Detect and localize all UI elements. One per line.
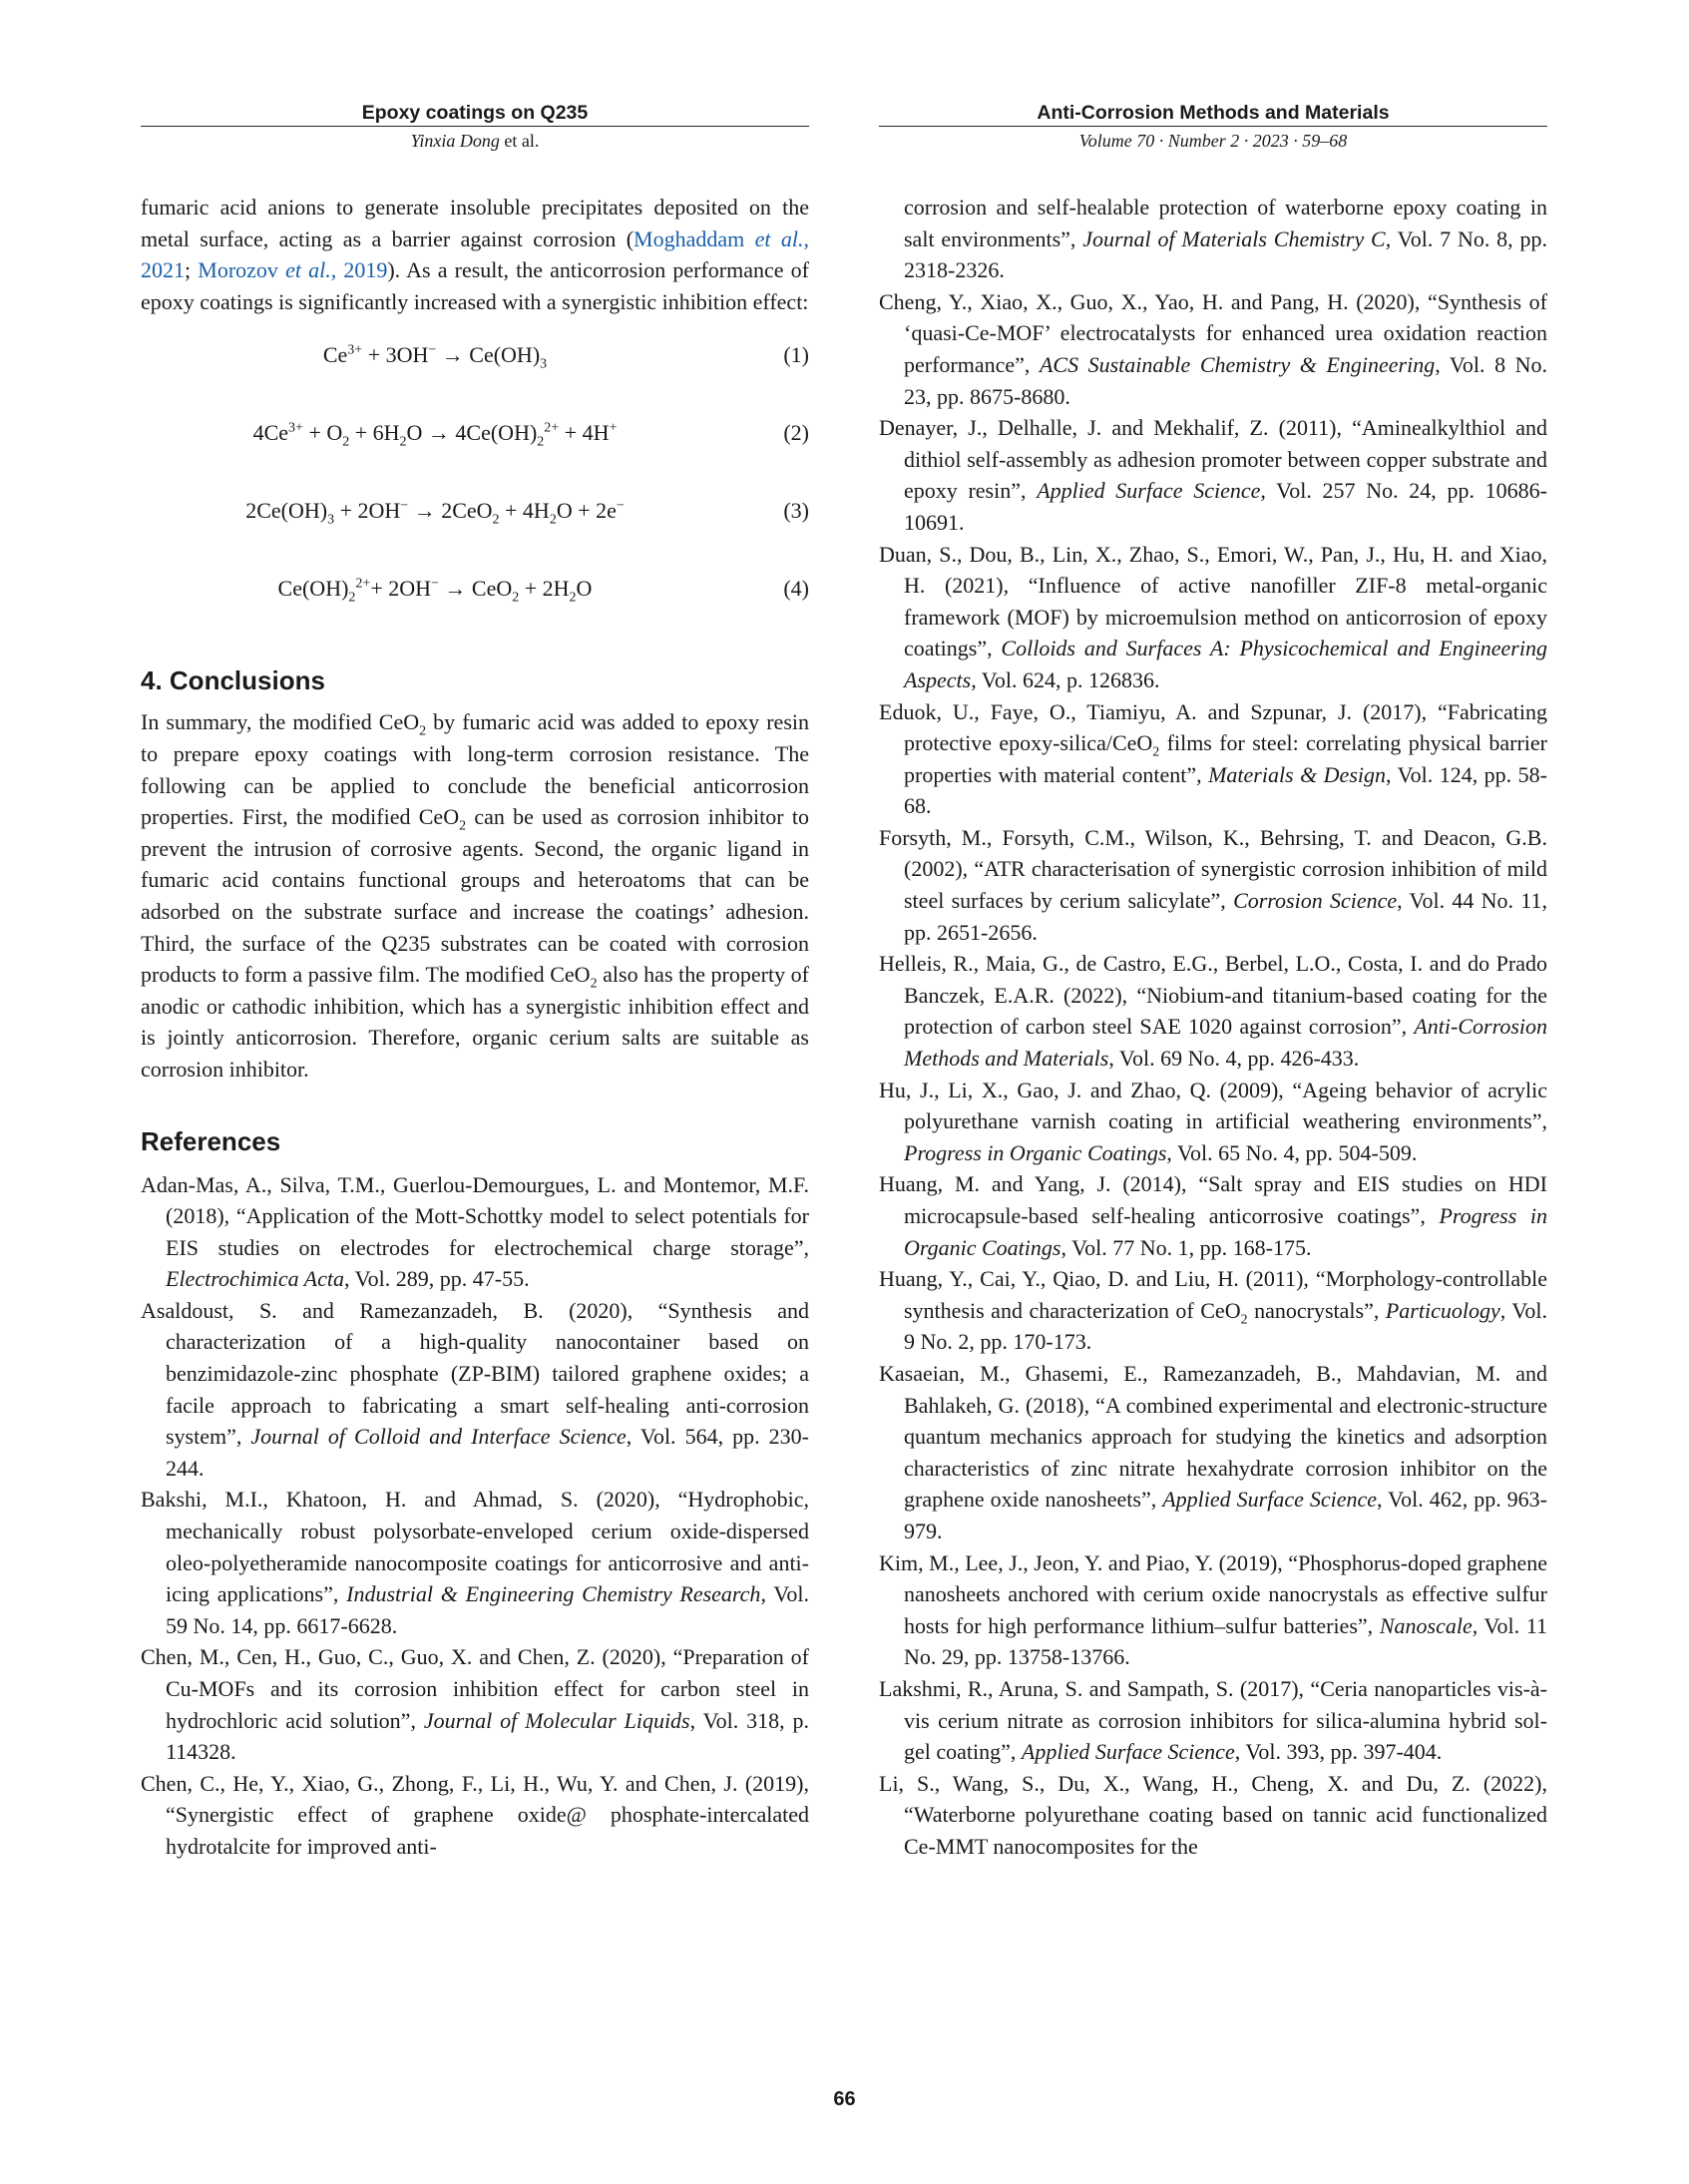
ref-details: , Vol. 393, pp. 397-404. — [1234, 1739, 1443, 1765]
citation-author: Morozov — [198, 257, 286, 283]
ref-text: Denayer, J., Delhalle, J. and Mekhalif, Z. (2011), “Aminealkylthiol and dithiol self-assembly as adhesion promoter between copper substrate and epoxy resin”, — [879, 415, 1547, 504]
reference-item — [879, 412, 1547, 538]
equation-3 — [141, 483, 809, 561]
ref-details: , Vol. 8 No. 23, pp. 8675-8680. — [904, 351, 1547, 409]
reference-item — [879, 948, 1547, 1074]
ref-text: corrosion and self-healable protection of waterborne epoxy coating in salt environments”, — [904, 195, 1547, 251]
ref-text: Lakshmi, R., Aruna, S. and Sampath, S. (2017), “Ceria nanoparticles vis-à-vis cerium nitrate as corrosion inhibitors for silica-alumina hybrid sol-gel coating”, — [879, 1675, 1547, 1765]
equation-expression: $Ce(OH)_2^{2+}+ 2OH^- \to CeO_2 + 2H_2O$ — [277, 576, 593, 606]
reference-item — [879, 1547, 1547, 1673]
ref-journal: Colloids and Surfaces A: Physicochemical and Engineering Aspects — [904, 636, 1547, 692]
ref-subscript: 2 — [1240, 1312, 1248, 1328]
equation-number: (4) — [783, 576, 809, 602]
reference-item — [879, 1358, 1547, 1547]
ref-text: Kasaeian, M., Ghasemi, E., Ramezanzadeh, B., Mahdavian, M. and Bahlakeh, G. (2018), “A combined experimental and electronic-structure quantum mechanics approach for studying the kinetics and adsorption characteristics of zinc nitrate hexahydrate corrosion inhibitor on the graphene oxide nanosheets”, — [879, 1360, 1547, 1513]
journal-title: Anti-Corrosion Methods and Materials — [1037, 102, 1390, 124]
ref-details: , Vol. 11 No. 29, pp. 13758-13766. — [904, 1612, 1548, 1670]
ref-text: Cheng, Y., Xiao, X., Guo, X., Yao, H. and Pang, H. (2020), “Synthesis of ‘quasi-Ce-MOF’ electrocatalysts for enhanced urea oxidation reaction performance”, — [879, 288, 1547, 377]
ref-journal: Electrochimica Acta — [166, 1266, 344, 1292]
right-column — [879, 192, 1547, 1862]
ref-details: , Vol. 624, p. 126836. — [971, 666, 1160, 692]
ref-journal: Anti-Corrosion Methods and Materials — [904, 1014, 1547, 1072]
ref-details: , Vol. 65 No. 4, pp. 504-509. — [1166, 1139, 1418, 1165]
citation-year: , 2021 — [141, 225, 809, 283]
equation-number: (1) — [783, 342, 809, 368]
ref-text: Bakshi, M.I., Khatoon, H. and Ahmad, S. (2020), “Hydrophobic, mechanically robust polysorbate-enveloped cerium oxide-dispersed oleo-polyetheramide nanocomposite coatings for anticorrosive and anti-icing applications”, — [141, 1487, 809, 1607]
ref-text: Chen, M., Cen, H., Guo, C., Guo, X. and Chen, Z. (2020), “Preparation of Cu-MOFs and its corrosion inhibition effect for carbon steel in hydrochloric acid solution”, — [141, 1644, 809, 1733]
ref-text: Hu, J., Li, X., Gao, J. and Zhao, Q. (2009), “Ageing behavior of acrylic polyurethane varnish coating in artificial weathering environments”, — [879, 1077, 1547, 1134]
ref-journal: Journal of Colloid and Interface Science — [250, 1424, 627, 1450]
ref-text: Kim, M., Lee, J., Jeon, Y. and Piao, Y. (2019), “Phosphorus-doped graphene nanosheets anchored with cerium oxide nanocrystals as effective sulfur hosts for high performance lithium–sulfur batteries”, — [879, 1549, 1547, 1638]
section-heading-references: References — [141, 1125, 281, 1156]
author-names: Yinxia Dong — [410, 131, 500, 151]
ref-journal: Materials & Design — [1208, 761, 1386, 787]
ref-journal: Progress in Organic Coatings — [904, 1203, 1547, 1260]
equation-number: (3) — [783, 498, 809, 524]
reference-item — [879, 822, 1547, 948]
reference-item — [141, 1169, 809, 1295]
citation-morozov[interactable] — [198, 257, 387, 282]
ref-journal: Particuology — [1385, 1297, 1500, 1323]
ref-journal: Journal of Materials Chemistry C — [1082, 225, 1386, 251]
ref-subscript: 2 — [1152, 744, 1160, 760]
ref-details: , Vol. 69 No. 4, pp. 426-433. — [1108, 1046, 1360, 1072]
ref-details: , Vol. 7 No. 8, pp. 2318-2326. — [904, 225, 1548, 283]
page-number: 66 — [833, 2088, 856, 2110]
intro-text-2: ). As a result, the anticorrosion performance of epoxy coatings is significantly increased with a synergistic inhibition effect: — [141, 257, 809, 314]
ref-details: , Vol. 257 No. 24, pp. 10686-10691. — [904, 478, 1547, 535]
equation-expression: $Ce^{3+} + 3OH^- \to Ce(OH)_3$ — [322, 342, 548, 372]
equation-4 — [141, 561, 809, 639]
citation-etal: et al. — [285, 257, 331, 283]
ref-details: , Vol. 9 No. 2, pp. 170-173. — [904, 1297, 1548, 1355]
ref-text: Li, S., Wang, S., Du, X., Wang, H., Cheng, X. and Du, Z. (2022), “Waterborne polyurethane coating based on tannic acid functionalized Ce-MMT nanocomposites for the — [879, 1770, 1547, 1859]
citation-author: Moghaddam — [633, 225, 755, 251]
ref-text: nanocrystals”, — [1247, 1297, 1386, 1323]
ref-journal: Industrial & Engineering Chemistry Research — [346, 1581, 761, 1607]
running-header-left — [141, 100, 809, 155]
ref-details: , Vol. 124, pp. 58-68. — [904, 761, 1547, 819]
ref-text: Eduok, U., Faye, O., Tiamiyu, A. and Szpunar, J. (2017), “Fabricating protective epoxy-silica/CeO — [879, 698, 1547, 756]
citation-separator: ; — [185, 257, 199, 283]
ref-text: Forsyth, M., Forsyth, C.M., Wilson, K., Behrsing, T. and Deacon, G.B. (2002), “ATR characterisation of synergistic corrosion inhibition of mild steel surfaces by cerium salicylate”, — [879, 824, 1547, 914]
ref-text: films for steel: correlating physical barrier properties with material content”, — [904, 730, 1547, 787]
reference-item — [879, 286, 1547, 412]
ref-details: , Vol. 44 No. 11, pp. 2651-2656. — [904, 888, 1547, 945]
equation-1 — [141, 327, 809, 405]
reference-item — [879, 1673, 1547, 1768]
ref-journal: Journal of Molecular Liquids — [423, 1707, 690, 1733]
running-header-right — [879, 100, 1547, 155]
ref-text: Huang, Y., Cai, Y., Qiao, D. and Liu, H. (2011), “Morphology-controllable synthesis and characterization of CeO — [879, 1266, 1547, 1323]
section-heading-conclusions: 4. Conclusions — [141, 665, 325, 696]
ref-journal: Nanoscale — [1379, 1612, 1473, 1638]
ref-details: , Vol. 318, p. 114328. — [166, 1707, 809, 1765]
ref-text: Helleis, R., Maia, G., de Castro, E.G., Berbel, L.O., Costa, I. and do Prado Banczek, E.A.R. (2022), “Niobium-and titanium-based coating for the protection of carbon steel SAE 1020 against corrosion”, — [879, 951, 1547, 1040]
ref-text: Adan-Mas, A., Silva, T.M., Guerlou-Demourgues, L. and Montemor, M.F. (2018), “Application of the Mott-Schottky model to select potentials for EIS studies on electrodes for electrochemical charge storage”, — [141, 1171, 809, 1260]
ref-text: Huang, M. and Yang, J. (2014), “Salt spray and EIS studies on HDI microcapsule-based self-healing anticorrosive coatings”, — [879, 1171, 1547, 1228]
ref-journal: Corrosion Science — [1233, 888, 1398, 914]
equation-expression: $4Ce^{3+} + O_2 + 6H_2O \to 4Ce(OH)_2^{2+} + 4H^+$ — [252, 420, 618, 450]
citation-etal: et al. — [754, 225, 804, 251]
reference-item — [879, 1075, 1547, 1169]
ref-details: , Vol. 564, pp. 230-244. — [166, 1424, 809, 1481]
ref-journal: Progress in Organic Coatings — [904, 1139, 1167, 1165]
text: In summary, the modified CeO — [141, 709, 420, 735]
reference-item — [141, 1295, 809, 1485]
intro-text-1: fumaric acid anions to generate insoluble precipitates deposited on the metal surface, acting as a barrier against corrosion ( — [141, 195, 809, 251]
ref-journal: Applied Surface Science — [1037, 478, 1261, 504]
intro-paragraph — [141, 192, 809, 317]
ref-journal: Applied Surface Science — [1021, 1739, 1235, 1765]
reference-item — [879, 1263, 1547, 1358]
reference-item — [879, 539, 1547, 696]
ref-details: , Vol. 462, pp. 963-979. — [904, 1487, 1548, 1543]
equation-number: (2) — [783, 420, 809, 446]
reference-item — [141, 1484, 809, 1641]
ref-journal: ACS Sustainable Chemistry & Engineering — [1039, 351, 1436, 377]
ref-text: Asaldoust, S. and Ramezanzadeh, B. (2020), “Synthesis and characterization of a high-quality nanocontainer based on benzimidazole-zinc phosphate (ZP-BIM) tailored graphene oxides; a facile approach to fabricating a smart self-healing anti-corrosion system”, — [141, 1297, 809, 1450]
ref-journal: Applied Surface Science — [1162, 1487, 1377, 1513]
ref-details: , Vol. 59 No. 14, pp. 6617-6628. — [166, 1581, 809, 1638]
ref-details: , Vol. 289, pp. 47-55. — [344, 1266, 530, 1292]
reference-item-continued — [879, 192, 1547, 286]
author-etal: et al. — [504, 131, 540, 151]
ref-text: Chen, C., He, Y., Xiao, G., Zhong, F., Li, H., Wu, Y. and Chen, J. (2019), “Synergistic effect of graphene oxide@ phosphate-intercalated hydrotalcite for improved anti- — [141, 1770, 809, 1859]
left-column — [141, 192, 809, 1863]
reference-item — [879, 696, 1547, 822]
reference-item — [141, 1641, 809, 1767]
reference-item — [141, 1768, 809, 1863]
text: also has the property of anodic or cathodic inhibition, which has a synergistic inhibition effect and is jointly anticorrosion. Therefore, organic cerium salts are suitable as corrosion inhibitor. — [141, 962, 809, 1082]
author-line — [141, 127, 809, 155]
conclusions-paragraph: In summary, the modified CeO$_2$ by fumaric acid was added to epoxy resin to prepare epoxy coatings with long-term corrosion resistance. The following can be applied to conclude the beneficial anticorrosion properties. First, the modified CeO$_2$ can be used as corrosion inhibitor to prevent the intrusion of corrosive agents. Second, the organic ligand in fumaric acid contains functional groups and heteroatoms that can be adsorbed on the substrate surface and increase the coatings’ adhesion. Third, the surface of the Q235 substrates can be coated with corrosion products to form a passive film. The modified CeO$_2$ also has the property of anodic or cathodic inhibition, which has a synergistic inhibition effect and is jointly anticorrosion. Therefore, organic cerium salts are suitable as corrosion inhibitor. — [141, 709, 809, 1082]
ref-text: Duan, S., Dou, B., Lin, X., Zhao, S., Emori, W., Pan, J., Hu, H. and Xiao, H. (2021), “Influence of active nanofiller ZIF-8 metal-organic framework (MOF) by microemulsion method on anticorrosion of epoxy coatings”, — [879, 541, 1547, 661]
equation-2 — [141, 405, 809, 483]
reference-item — [879, 1168, 1547, 1263]
short-title: Epoxy coatings on Q235 — [361, 102, 589, 124]
text: by fumaric acid was added to epoxy resin to prepare epoxy coatings with long-term corrosion resistance. The following can be applied to conclude the beneficial anticorrosion properties. First, the modified CeO — [141, 709, 809, 830]
reference-item — [879, 1768, 1547, 1863]
ref-details: , Vol. 77 No. 1, pp. 168-175. — [1060, 1234, 1312, 1260]
text: can be used as corrosion inhibitor to prevent the intrusion of corrosive agents. Second, the organic ligand in fumaric acid contains functional groups and heteroatoms that can be adsorbed on the substrate surface and increase the coatings’ adhesion. Third, the surface of the Q235 substrates can be coated with corrosion products to form a passive film. The modified CeO — [141, 804, 809, 988]
citation-year: , 2019 — [330, 257, 388, 283]
issue-info: Volume 70 · Number 2 · 2023 · 59–68 — [1078, 131, 1348, 151]
equation-expression: $2Ce(OH)_3 + 2OH^- \to 2CeO_2 + 4H_2O + 2e^-$ — [245, 498, 625, 528]
